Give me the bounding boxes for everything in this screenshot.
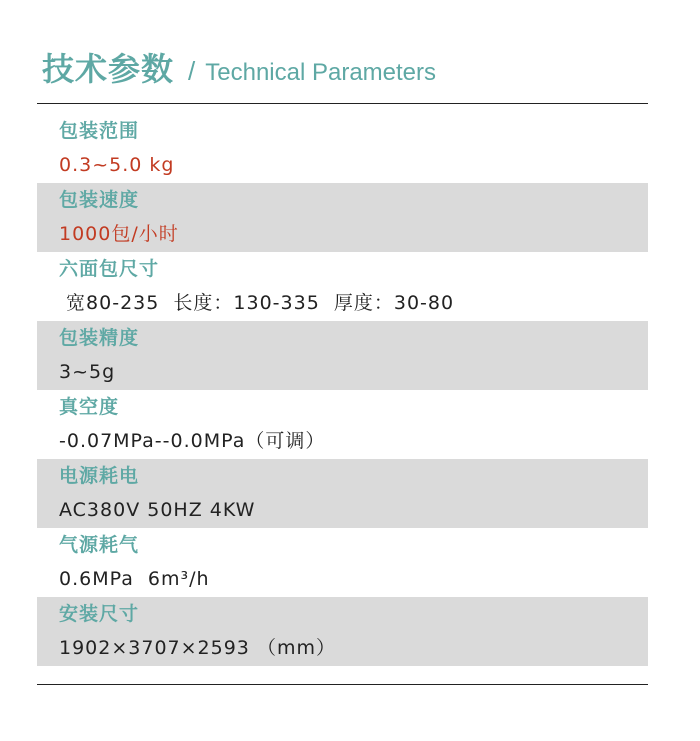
param-air-consumption (37, 528, 648, 597)
param-label: 六面包尺寸 (59, 258, 160, 280)
param-label: 安装尺寸 (59, 603, 140, 625)
param-six-side-bag-size (37, 252, 648, 321)
param-packing-range (37, 114, 648, 183)
param-value: AC380V 50HZ 4KW (59, 499, 256, 521)
bottom-divider (37, 684, 648, 685)
top-divider (37, 103, 648, 104)
parameter-list (37, 114, 648, 666)
param-label: 包装精度 (59, 327, 140, 349)
page-header (42, 44, 436, 88)
param-value: 1000包/小时 (59, 223, 179, 245)
param-label: 气源耗气 (59, 534, 140, 556)
param-value: 1902×3707×2593 （mm） (59, 637, 336, 659)
title-chinese: 技术参数 (42, 50, 175, 88)
title-separator: / (188, 56, 196, 86)
param-label: 真空度 (59, 396, 120, 418)
param-installation-size (37, 597, 648, 666)
param-label: 包装速度 (59, 189, 140, 211)
param-value: -0.07MPa--0.0MPa（可调） (59, 430, 326, 452)
param-vacuum-degree (37, 390, 648, 459)
param-value: 0.3~5.0 kg (59, 154, 175, 176)
param-value: 宽80-235 长度：130-335 厚度：30-80 (59, 292, 455, 314)
param-value: 3~5g (59, 361, 116, 383)
param-packing-accuracy (37, 321, 648, 390)
param-label: 包装范围 (59, 120, 140, 142)
title-english: Technical Parameters (205, 59, 437, 86)
param-power-consumption (37, 459, 648, 528)
param-label: 电源耗电 (59, 465, 140, 487)
param-value: 0.6MPa 6m³/h (59, 568, 210, 590)
param-packing-speed (37, 183, 648, 252)
